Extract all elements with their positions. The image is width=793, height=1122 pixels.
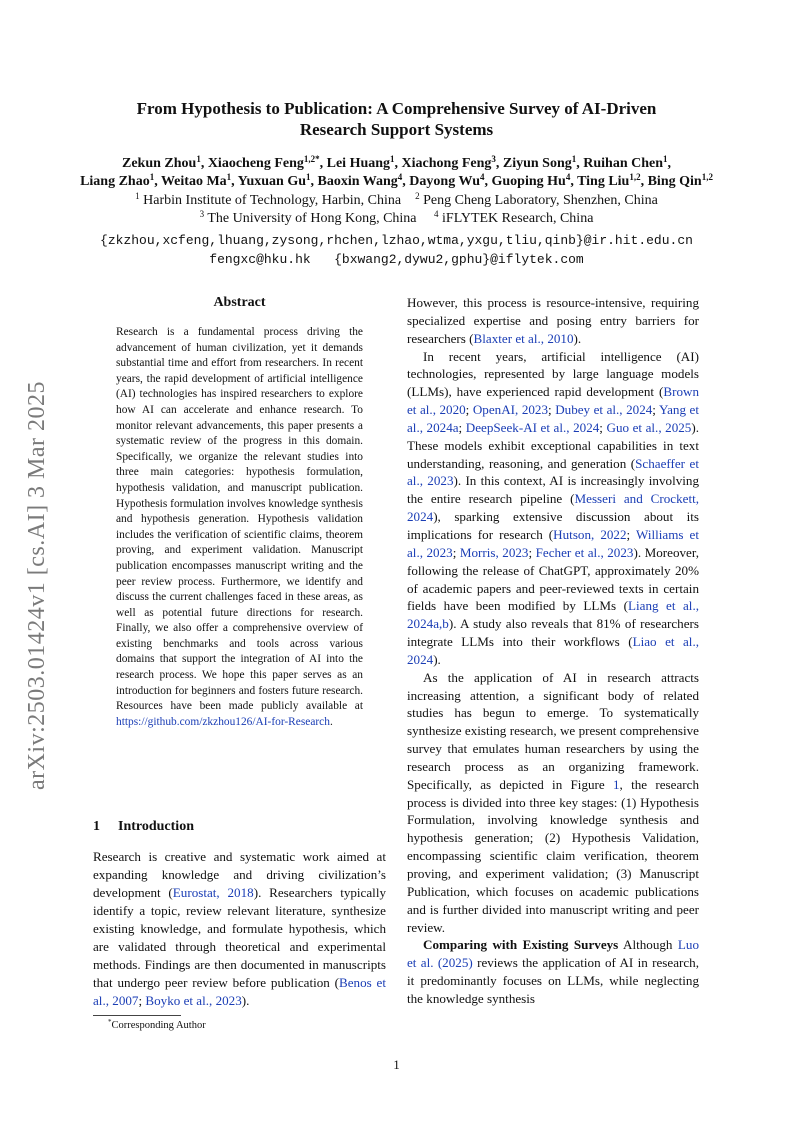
right-column bbox=[407, 294, 699, 1008]
citation-link[interactable]: Morris, 2023 bbox=[459, 544, 529, 560]
author-name: Lei Huang bbox=[326, 156, 391, 171]
author-affiliation-mark: 1,2 bbox=[701, 172, 713, 182]
body-text: ). Researchers typically identify a topic, review relevant literature, synthesize existing knowledge, and formulate hypothesis, which are validated through theoretical and experimental methods. Findings are then documented in manuscripts that undergo peer review before publication ( bbox=[93, 885, 387, 990]
affiliation-mark: 1 bbox=[135, 191, 140, 201]
body-text: , the research process is divided into three key stages: (1) Hypothesis Formulation, involving knowledge synthesis and hypothesis generation; (2) Hypothesis Validation, encompassing scientific claim verification, theorem proving, and experiment validation; (3) Manuscript Publication, which focuses on academic publications and is further divided into manuscript writing and peer review. bbox=[407, 776, 699, 935]
author-name: Ting Liu bbox=[577, 174, 630, 189]
author-name: Ruihan Chen bbox=[583, 156, 664, 171]
author-name: Zekun Zhou bbox=[121, 156, 197, 171]
author-affiliation-mark: 1 bbox=[196, 154, 201, 164]
body-text: ), sparking extensive discussion about its implications for research ( bbox=[407, 509, 699, 542]
footnote bbox=[108, 1019, 388, 1033]
author-affiliation-mark: 4 bbox=[565, 172, 571, 182]
author-name: Liang Zhao bbox=[80, 174, 150, 189]
citation-link[interactable]: Yang et al., 2024a bbox=[407, 402, 699, 435]
citation-link[interactable]: Brown et al., 2020 bbox=[407, 384, 699, 418]
abstract-body bbox=[116, 325, 363, 730]
body-text: As the application of AI in research attracts increasing attention, a significant body of related studies has begun to emerge. To systematically synthesize existing research, we present comprehensive survey that emulates human researchers by using the research process as an organizing framework. Specifically, as depicted in Figure bbox=[407, 669, 699, 792]
author-name: Xiaocheng Feng bbox=[207, 156, 304, 171]
body-text: ; bbox=[548, 402, 556, 418]
citation-link[interactable]: Williams et al., 2023 bbox=[407, 526, 699, 560]
author-affiliation-mark: 1 bbox=[306, 172, 311, 182]
author-name: Ziyun Song bbox=[502, 156, 572, 171]
body-text: ). Moreover, following the release of ChatGPT, approximately 20% of academic papers and peer-reviewed texts in certain fields have been modified by LLMs ( bbox=[407, 544, 699, 614]
introduction-paragraph bbox=[93, 848, 386, 1010]
paper-title bbox=[60, 98, 733, 140]
body-text: ; bbox=[626, 526, 636, 542]
author-name: Xiachong Feng bbox=[401, 156, 492, 171]
affiliation-list bbox=[20, 192, 773, 228]
body-text: Research is creative and systematic work aimed at expanding knowledge and driving civilization’s development ( bbox=[93, 849, 386, 900]
affiliation-name: iFLYTEK Research, China bbox=[442, 211, 594, 226]
body-text: ; bbox=[138, 993, 146, 1008]
author-name: Dayong Wu bbox=[409, 174, 480, 189]
body-text: In recent years, artificial intelligence (AI) technologies, represented by large language models (LLMs), have experienced rapid development ( bbox=[407, 348, 699, 400]
author-line-1: Zekun Zhou$^1$, Xiaocheng Feng$^{1,2*}$, Lei Huang$^1$, Xiachong Feng$^3$, Ziyun Song$^1$, Ruihan Chen$^1$, bbox=[121, 154, 672, 171]
author-affiliation-mark: 1 bbox=[149, 172, 155, 182]
citation-link[interactable]: Luo et al. (2025) bbox=[407, 937, 699, 971]
author-affiliation-mark: 3 bbox=[491, 154, 496, 164]
abstract-end: . bbox=[329, 715, 333, 728]
author-affiliation-mark: 1 bbox=[226, 172, 232, 182]
affiliation-name: Peng Cheng Laboratory, Shenzhen, China bbox=[423, 193, 658, 208]
body-text: ). bbox=[573, 330, 582, 346]
title-line-1: From Hypothesis to Publication: A Comprehensive Survey of AI-Driven bbox=[136, 99, 657, 118]
figure-reference-link[interactable]: 1 bbox=[613, 776, 620, 792]
citation-link[interactable]: Guo et al., 2025 bbox=[606, 419, 692, 435]
body-text: ). These models exhibit exceptional capabilities in text understanding, reasoning, and generation ( bbox=[407, 419, 699, 471]
body-text: reviews the application of AI in research, it predominantly focuses on LLMs, while neglecting the knowledge synthesis bbox=[407, 955, 699, 1006]
paragraph bbox=[407, 669, 699, 937]
citation-link[interactable]: Blaxter et al., 2010 bbox=[473, 330, 574, 346]
section-title: Introduction bbox=[118, 819, 194, 834]
affiliation-name: Harbin Institute of Technology, Harbin, China bbox=[143, 193, 402, 208]
citation-link[interactable]: Hutson, 2022 bbox=[553, 526, 627, 542]
body-text: ). In this context, AI is increasingly involving the entire research pipeline ( bbox=[407, 473, 699, 507]
body-text: ). A study also reveals that 81% of researchers integrate LLMs into their workflows ( bbox=[407, 616, 699, 650]
body-text: ; bbox=[452, 544, 460, 560]
paragraph bbox=[407, 294, 699, 348]
author-affiliation-mark: 1 bbox=[663, 154, 668, 164]
author-affiliation-mark: 1,2 bbox=[629, 172, 641, 182]
author-affiliation-mark: 1,2* bbox=[303, 154, 320, 164]
affiliation-line-2 bbox=[20, 210, 773, 228]
author-name: Baoxin Wang bbox=[317, 174, 398, 189]
author-affiliation-mark: 4 bbox=[479, 172, 485, 182]
author-name: Weitao Ma bbox=[160, 174, 227, 189]
affiliation-name: The University of Hong Kong, China bbox=[207, 211, 417, 226]
section-number: 1 bbox=[93, 819, 100, 834]
citation-link[interactable]: Messeri and Crockett, 2024 bbox=[407, 491, 699, 525]
citation-link[interactable]: Boyko et al., 2023 bbox=[145, 993, 242, 1008]
body-text: ; bbox=[599, 419, 607, 435]
affiliation-mark: 4 bbox=[434, 209, 439, 219]
body-text: ; bbox=[458, 419, 466, 435]
footnote-mark: * bbox=[108, 1018, 112, 1026]
footnote-divider bbox=[93, 1015, 181, 1016]
resource-link[interactable]: https://github.com/zkzhou126/AI-for-Research bbox=[116, 715, 330, 728]
abstract-text: Research is a fundamental process driving the advancement of human civilization, yet it demands substantial time and effort from researchers. In recent years, the rapid development of artificial intelligence (AI) technologies has inspired researchers to explore how AI can accelerate and enhance research. To monitor relevant advancements, this paper presents a systematic review of the progress in this domain. Specifically, we organize the relevant studies into three main categories: hypothesis formulation, hypothesis validation, and manuscript publication. Hypothesis formulation involves knowledge synthesis and hypothesis generation. Hypothesis validation includes the verification of scientific claims, theorem proving, and experiment validation. Manuscript publication encompasses manuscript writing and the peer review process. Furthermore, we identify and discuss the current challenges faced in these areas, as well as potential future directions for research. Finally, we also offer a comprehensive overview of existing benchmarks and tools across various domains that support the integration of AI into the research process. We hope this paper serves as an introduction for beginners and fosters future research. Resources have been made publicly available at bbox=[116, 326, 363, 713]
body-text: Although bbox=[618, 937, 678, 953]
abstract-heading: Abstract bbox=[213, 295, 266, 310]
paragraph bbox=[407, 348, 699, 669]
body-text: ). bbox=[241, 993, 250, 1008]
citation-link[interactable]: OpenAI, 2023 bbox=[472, 402, 549, 418]
email-line-2: fengxc@hku.hk {bxwang2,dywu2,gphu}@iflytek.com bbox=[209, 252, 584, 267]
citation-link[interactable]: Liao et al., 2024 bbox=[407, 634, 699, 667]
author-name: Bing Qin bbox=[647, 174, 702, 189]
author-emails bbox=[20, 231, 773, 269]
section-heading-introduction bbox=[93, 818, 386, 836]
body-text: ). bbox=[433, 651, 441, 667]
author-affiliation-mark: 1 bbox=[571, 154, 577, 164]
page-number: 1 bbox=[393, 1057, 400, 1072]
author-list bbox=[20, 155, 773, 191]
email-line-1: {zkzhou,xcfeng,lhuang,zysong,rhchen,lzhao,wtma,yxgu,tliu,qinb}@ir.hit.edu.cn bbox=[100, 233, 693, 248]
paragraph-heading: Comparing with Existing Surveys bbox=[423, 937, 619, 953]
affiliation-mark: 3 bbox=[199, 209, 205, 219]
title-line-2: Research Support Systems bbox=[299, 120, 494, 139]
author-name: Yuxuan Gu bbox=[237, 174, 307, 189]
citation-link[interactable]: Dubey et al., 2024 bbox=[555, 402, 653, 418]
author-affiliation-mark: 4 bbox=[397, 172, 403, 182]
footnote-text: Corresponding Author bbox=[111, 1020, 206, 1031]
citation-link[interactable]: Fecher et al., 2023 bbox=[535, 544, 634, 560]
citation-link[interactable]: DeepSeek-AI et al., 2024 bbox=[465, 419, 600, 435]
author-name: Guoping Hu bbox=[491, 174, 566, 189]
affiliation-mark: 2 bbox=[415, 191, 420, 201]
body-text: ; bbox=[465, 402, 473, 418]
body-text: However, this process is resource-intensive, requiring specialized expertise and posing entry barriers for researchers ( bbox=[407, 295, 699, 346]
citation-link[interactable]: Liang et al., 2024a,b bbox=[407, 598, 699, 632]
citation-link[interactable]: Benos et al., 2007 bbox=[93, 975, 386, 1008]
arxiv-identifier-stamp bbox=[18, 360, 58, 810]
citation-link[interactable]: Eurostat, 2018 bbox=[172, 885, 254, 900]
body-text: ; bbox=[652, 402, 659, 418]
body-text: ; bbox=[528, 544, 536, 560]
author-affiliation-mark: 1 bbox=[390, 154, 395, 164]
paragraph bbox=[407, 936, 699, 1007]
affiliation-line-1 bbox=[20, 192, 773, 210]
citation-link[interactable]: Schaeffer et al., 2023 bbox=[407, 455, 699, 489]
arxiv-identifier-text: arXiv:2503.01424v1 [cs.AI] 3 Mar 2025 bbox=[24, 380, 51, 790]
author-line-2: Liang Zhao$^1$, Weitao Ma$^1$, Yuxuan Gu$^1$, Baoxin Wang$^4$, Dayong Wu$^4$, Guoping Hu$^4$, Ting Liu$^{1,2}$, Bing Qin$^{1,2}$ bbox=[80, 172, 713, 189]
